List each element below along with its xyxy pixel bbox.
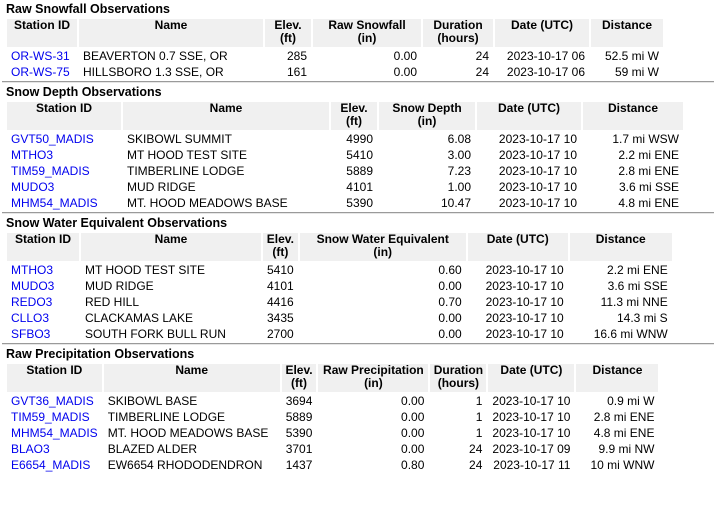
distance: 16.6 mi WNW [570, 327, 672, 341]
elevation: 5410 [263, 263, 298, 277]
elevation: 285 [265, 49, 311, 63]
station-name: BLAZED ALDER [104, 442, 280, 456]
station-link[interactable]: MTHO3 [7, 148, 121, 162]
date: 2023-10-17 10 [477, 148, 581, 162]
distance: 2.2 mi ENE [583, 148, 683, 162]
elevation: 2700 [263, 327, 298, 341]
elevation: 4416 [263, 295, 298, 309]
station-name: HILLSBORO 1.3 SSE, OR [79, 65, 263, 79]
value: 0.00 [313, 49, 421, 63]
station-link[interactable]: BLAO3 [7, 442, 102, 456]
table-row [7, 164, 683, 178]
value: 10.47 [379, 196, 475, 210]
duration: 1 [430, 410, 486, 424]
col-date: Date (UTC) [495, 19, 589, 47]
date: 2023-10-17 10 [477, 196, 581, 210]
distance: 14.3 mi S [570, 311, 672, 325]
col-duration: Duration (hours) [430, 364, 486, 392]
station-link[interactable]: MHM54_MADIS [7, 196, 121, 210]
col-date: Date (UTC) [488, 364, 574, 392]
col-name: Name [79, 19, 263, 47]
station-link[interactable]: TIM59_MADIS [7, 410, 102, 424]
col-elev: Elev. (ft) [263, 233, 298, 261]
table-row [7, 295, 672, 309]
station-name: TIMBERLINE LODGE [104, 410, 280, 424]
table-row [7, 148, 683, 162]
date: 2023-10-17 11 [488, 458, 574, 472]
duration: 24 [430, 458, 486, 472]
col-raw-precip: Raw Precipitation (in) [318, 364, 428, 392]
swe-table [5, 231, 674, 343]
col-elev: Elev. (ft) [265, 19, 311, 47]
station-link[interactable]: MTHO3 [7, 263, 79, 277]
col-distance: Distance [576, 364, 658, 392]
elevation: 3701 [282, 442, 317, 456]
table-row [7, 394, 658, 408]
duration: 1 [430, 426, 486, 440]
snow-depth-section [0, 83, 716, 214]
value: 7.23 [379, 164, 475, 178]
station-name: RED HILL [81, 295, 261, 309]
date: 2023-10-17 10 [477, 164, 581, 178]
raw-snowfall-table [5, 17, 665, 81]
raw-precip-section [0, 345, 716, 474]
elevation: 4101 [331, 180, 377, 194]
station-link[interactable]: GVT36_MADIS [7, 394, 102, 408]
station-name: BEAVERTON 0.7 SSE, OR [79, 49, 263, 63]
station-link[interactable]: MHM54_MADIS [7, 426, 102, 440]
station-link[interactable]: OR-WS-31 [7, 49, 77, 63]
date: 2023-10-17 06 [495, 65, 589, 79]
value: 0.00 [318, 394, 428, 408]
col-name: Name [123, 102, 329, 130]
col-date: Date (UTC) [468, 233, 568, 261]
value: 0.00 [313, 65, 421, 79]
distance: 10 mi WNW [576, 458, 658, 472]
table-row [7, 311, 672, 325]
table-row [7, 132, 683, 146]
date: 2023-10-17 10 [477, 132, 581, 146]
station-name: SOUTH FORK BULL RUN [81, 327, 261, 341]
col-snow-depth: Snow Depth (in) [379, 102, 475, 130]
station-name: MT HOOD TEST SITE [123, 148, 329, 162]
col-elev: Elev. (ft) [282, 364, 317, 392]
duration: 24 [423, 49, 493, 63]
table-row [7, 180, 683, 194]
value: 0.00 [318, 442, 428, 456]
distance: 52.5 mi W [591, 49, 663, 63]
value: 6.08 [379, 132, 475, 146]
elevation: 161 [265, 65, 311, 79]
col-name: Name [81, 233, 261, 261]
distance: 3.6 mi SSE [583, 180, 683, 194]
elevation: 3694 [282, 394, 317, 408]
raw-snowfall-section [0, 0, 716, 83]
station-link[interactable]: E6654_MADIS [7, 458, 102, 472]
table-row [7, 410, 658, 424]
col-station-id: Station ID [7, 364, 102, 392]
table-row [7, 65, 663, 79]
elevation: 5410 [331, 148, 377, 162]
station-name: MT. HOOD MEADOWS BASE [123, 196, 329, 210]
station-name: TIMBERLINE LODGE [123, 164, 329, 178]
col-distance: Distance [570, 233, 672, 261]
station-name: MT. HOOD MEADOWS BASE [104, 426, 280, 440]
station-name: EW6654 RHODODENDRON [104, 458, 280, 472]
station-name: CLACKAMAS LAKE [81, 311, 261, 325]
distance: 2.2 mi ENE [570, 263, 672, 277]
elevation: 5390 [331, 196, 377, 210]
table-row [7, 263, 672, 277]
col-station-id: Station ID [7, 19, 77, 47]
distance: 2.8 mi ENE [583, 164, 683, 178]
station-link[interactable]: CLLO3 [7, 311, 79, 325]
date: 2023-10-17 10 [488, 410, 574, 424]
col-station-id: Station ID [7, 102, 121, 130]
swe-section [0, 214, 716, 345]
col-elev: Elev. (ft) [331, 102, 377, 130]
value: 0.00 [318, 426, 428, 440]
value: 0.60 [300, 263, 466, 277]
col-duration: Duration (hours) [423, 19, 493, 47]
elevation: 4101 [263, 279, 298, 293]
duration: 24 [423, 65, 493, 79]
value: 0.70 [300, 295, 466, 309]
value: 1.00 [379, 180, 475, 194]
date: 2023-10-17 10 [468, 327, 568, 341]
section-title: Raw Snowfall Observations [6, 2, 170, 16]
date: 2023-10-17 10 [468, 263, 568, 277]
section-title: Snow Water Equivalent Observations [6, 216, 228, 230]
distance: 3.6 mi SSE [570, 279, 672, 293]
date: 2023-10-17 10 [468, 311, 568, 325]
station-link[interactable]: SFBO3 [7, 327, 79, 341]
station-name: MUD RIDGE [123, 180, 329, 194]
value: 0.80 [318, 458, 428, 472]
duration: 24 [430, 442, 486, 456]
elevation: 5390 [282, 426, 317, 440]
distance: 11.3 mi NNE [570, 295, 672, 309]
col-distance: Distance [583, 102, 683, 130]
date: 2023-10-17 10 [468, 295, 568, 309]
elevation: 1437 [282, 458, 317, 472]
col-station-id: Station ID [7, 233, 79, 261]
date: 2023-10-17 10 [477, 180, 581, 194]
elevation: 5889 [282, 410, 317, 424]
col-name: Name [104, 364, 280, 392]
elevation: 4990 [331, 132, 377, 146]
value: 0.00 [318, 410, 428, 424]
col-swe: Snow Water Equivalent (in) [300, 233, 466, 261]
distance: 1.7 mi WSW [583, 132, 683, 146]
value: 0.00 [300, 279, 466, 293]
value: 3.00 [379, 148, 475, 162]
table-header [7, 233, 672, 261]
station-link[interactable]: OR-WS-75 [7, 65, 77, 79]
distance: 4.8 mi ENE [583, 196, 683, 210]
station-link[interactable]: MUDO3 [7, 180, 121, 194]
table-header [7, 19, 663, 47]
table-row [7, 327, 672, 341]
station-link[interactable]: REDO3 [7, 295, 79, 309]
table-header [7, 364, 658, 392]
table-row [7, 458, 658, 472]
table-row [7, 279, 672, 293]
distance: 59 mi W [591, 65, 663, 79]
date: 2023-10-17 09 [488, 442, 574, 456]
table-header [7, 102, 683, 130]
date: 2023-10-17 10 [468, 279, 568, 293]
distance: 2.8 mi ENE [576, 410, 658, 424]
station-link[interactable]: GVT50_MADIS [7, 132, 121, 146]
table-row [7, 49, 663, 63]
raw-precip-table [5, 362, 660, 474]
table-row [7, 426, 658, 440]
table-row [7, 442, 658, 456]
date: 2023-10-17 10 [488, 426, 574, 440]
table-row [7, 196, 683, 210]
col-date: Date (UTC) [477, 102, 581, 130]
section-title: Raw Precipitation Observations [6, 347, 195, 361]
value: 0.00 [300, 327, 466, 341]
station-name: MUD RIDGE [81, 279, 261, 293]
station-link[interactable]: TIM59_MADIS [7, 164, 121, 178]
station-name: SKIBOWL SUMMIT [123, 132, 329, 146]
duration: 1 [430, 394, 486, 408]
date: 2023-10-17 06 [495, 49, 589, 63]
elevation: 5889 [331, 164, 377, 178]
station-name: SKIBOWL BASE [104, 394, 280, 408]
col-distance: Distance [591, 19, 663, 47]
date: 2023-10-17 10 [488, 394, 574, 408]
distance: 4.8 mi ENE [576, 426, 658, 440]
snow-depth-table [5, 100, 685, 212]
section-title: Snow Depth Observations [6, 85, 162, 99]
station-link[interactable]: MUDO3 [7, 279, 79, 293]
elevation: 3435 [263, 311, 298, 325]
station-name: MT HOOD TEST SITE [81, 263, 261, 277]
col-raw-snowfall: Raw Snowfall (in) [313, 19, 421, 47]
distance: 0.9 mi W [576, 394, 658, 408]
value: 0.00 [300, 311, 466, 325]
distance: 9.9 mi NW [576, 442, 658, 456]
